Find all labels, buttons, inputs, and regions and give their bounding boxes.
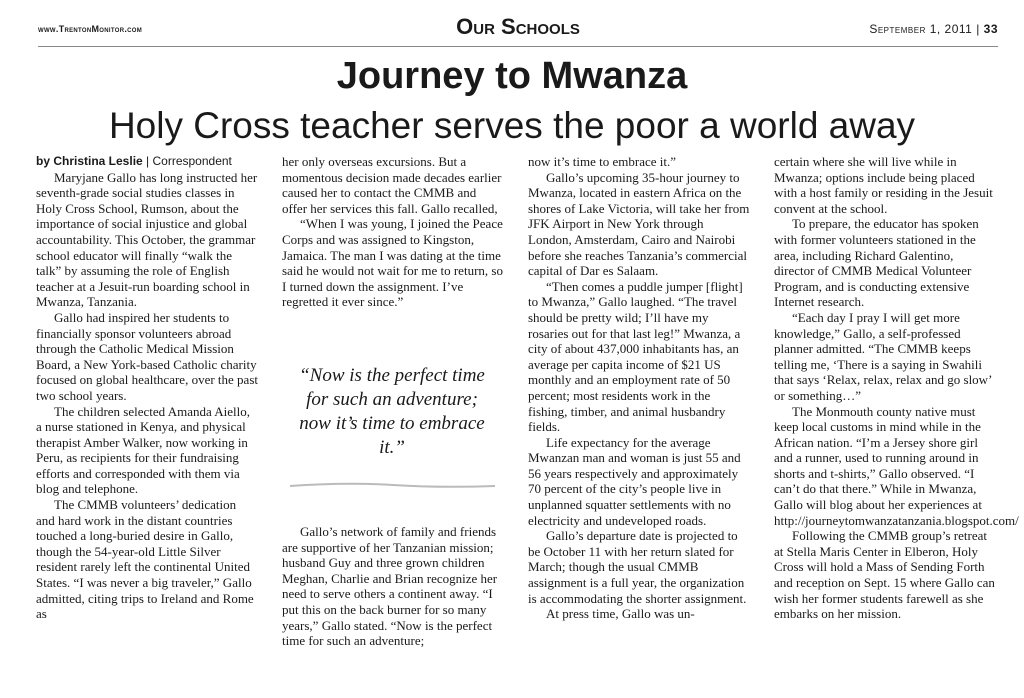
paragraph: The Monmouth county native must keep local customs in mind while in the African nation. “I’m a Jersey shore girl and a runner, used to running around in shorts and t-shirts,” Gallo observed. “I can’t do that there.” While in Mwanza, Gallo will blog about her experiences at http://journeytomwanzatanzania.blogspot.com/ <box>774 403 1019 528</box>
byline-divider: | <box>142 154 153 168</box>
issue-date: September 1, 2011 <box>869 22 973 36</box>
column-1 <box>36 154 258 622</box>
byline <box>36 154 258 170</box>
paragraph: certain where she will live while in Mwanza; options include being placed with a host family or residing in the Jesuit convent at the school. <box>774 154 993 216</box>
paragraph: To prepare, the educator has spoken with former volunteers stationed in the area, including Richard Galentino, director of CMMB Medical Volunteer Program, and is conducting extensive Internet research. <box>774 216 979 310</box>
paragraph: her only overseas excursions. But a momentous decision made decades earlier caused her to contact the CMMB and offer her services this fall. Gallo recalled, <box>282 154 502 216</box>
dateline <box>869 22 998 36</box>
column-2-continued <box>282 524 504 649</box>
subhead: Holy Cross teacher serves the poor a world away <box>108 105 916 146</box>
masthead-rule <box>38 46 998 47</box>
column-2 <box>282 154 504 310</box>
pull-quote: “Now is the perfect time for such an adventure; now it’s time to embrace it.” <box>299 365 485 458</box>
byline-role: Correspondent <box>152 154 232 168</box>
paragraph: Gallo had inspired her students to financially sponsor volunteers abroad through the Catholic Medical Mission Board, a New York-based Catholic charity focused on global healthcare, over the past two school years. <box>36 309 258 403</box>
paragraph: “When I was young, I joined the Peace Corps and was assigned to Kingston, Jamaica. The man I was dating at the time said he would not wait for me to return, so I turned down the assignment. I’ve regretted it ever since.” <box>282 216 503 310</box>
paragraph: “Then comes a puddle jumper [flight] to Mwanza,” Gallo laughed. “The travel should be pretty wild; I’ll have my rosaries out for that last leg!” Mwanza, a city of about 437,000 inhabitants has, an average per capita income of $21 US monthly and an employment rate of 50 percent; most residents work in the fishing, timber, and animal husbandry fields. <box>528 278 743 435</box>
paragraph: The CMMB volunteers’ dedication and hard work in the distant countries touched a long-buried desire in Gallo, though the 54-year-old Little Silver resident rarely left the continental United States. “I was never a big traveler,” Gallo admitted, citing trips to Ireland and Rome as <box>36 497 254 622</box>
headline: Journey to Mwanza <box>336 55 688 97</box>
paragraph: “Each day I pray I will get more knowledge,” Gallo, a self-professed planner admitted. “The CMMB keeps telling me, ‘There is a saying in Swahili that says ‘Relax, relax, relax and go slow’ or something…” <box>774 309 992 403</box>
page-number: 33 <box>983 22 998 36</box>
site-url: www.TrentonMonitor.com <box>38 24 143 34</box>
byline-author: by Christina Leslie <box>36 154 143 168</box>
paragraph: Maryjane Gallo has long instructed her seventh-grade social studies classes in Holy Cross School, Rumson, about the importance of social injustice and global accountability. This October, the grammar school educator will finally “walk the talk” by assuming the role of English teacher at a Jesuit-run boarding school in Mwanza, Tanzania. <box>36 169 258 310</box>
masthead <box>38 14 998 44</box>
paragraph: Gallo’s departure date is projected to be October 11 with her return slated for March; though the usual CMMB assignment is a full year, the organization is accommodating the shorter assignment. <box>528 528 747 606</box>
paragraph: At press time, Gallo was un- <box>546 606 695 622</box>
divider: | <box>976 22 984 36</box>
paragraph: Following the CMMB group’s retreat at Stella Maris Center in Elberon, Holy Cross will hold a Mass of Sending Forth and reception on Sept. 15 where Gallo can wish her former students farewell as she embarks on her mission. <box>774 528 995 622</box>
column-3 <box>528 154 750 622</box>
paragraph: Gallo’s upcoming 35-hour journey to Mwanza, located in eastern Africa on the shores of Lake Victoria, will take her from JFK Airport in New York through London, Amsterdam, Cairo and Nairobi before she reaches Tanzania’s commercial capital of Dar es Salaam. <box>528 169 750 279</box>
paragraph: Gallo’s network of family and friends are supportive of her Tanzanian mission; husband Guy and three grown children Meghan, Charlie and Brian recognize her need to serve others a continent away. “I put this on the back burner for so many years,” Gallo stated. “Now is the perfect time for such an adventure; <box>282 524 498 649</box>
paragraph: The children selected Amanda Aiello, a nurse stationed in Kenya, and physical therapist Amber Walker, now working in Peru, as recipients for their fundraising efforts and corresponded with them via blog and telephone. <box>36 403 251 497</box>
section-title: Our Schools <box>456 14 580 39</box>
column-4 <box>774 154 1019 622</box>
paragraph: Life expectancy for the average Mwanzan man and woman is just 55 and 56 years respectively and approximately 70 percent of the city’s people live in unplanned squatter settlements with no electricity and undeveloped roads. <box>528 434 741 528</box>
pull-quote-ornament <box>285 480 500 490</box>
paragraph: now it’s time to embrace it.” <box>528 154 677 169</box>
